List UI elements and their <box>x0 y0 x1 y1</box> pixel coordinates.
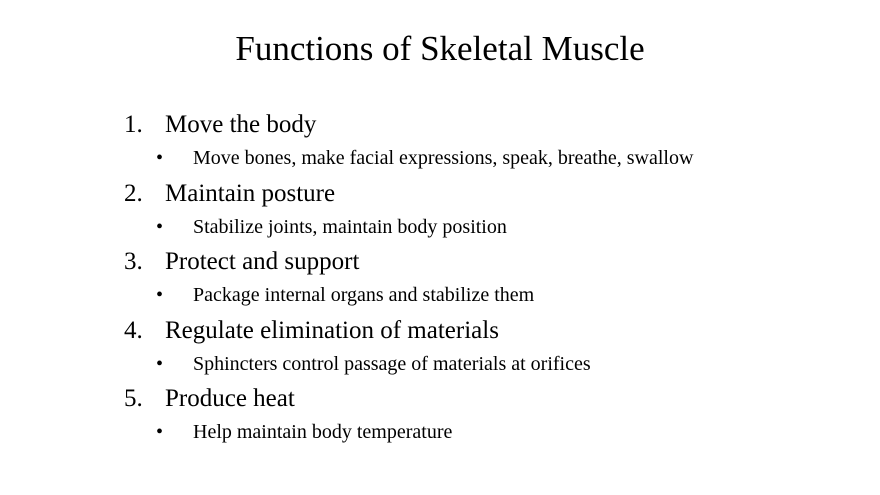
sub-bullet <box>156 420 452 444</box>
function-list <box>124 109 824 452</box>
item-heading <box>124 246 359 278</box>
item-heading <box>124 178 335 210</box>
item-text: Produce heat <box>165 385 295 412</box>
item-text: Move the body <box>165 111 317 138</box>
sub-bullet-text: Stabilize joints, maintain body position <box>193 215 507 238</box>
list-item <box>124 315 824 384</box>
bullet-icon: • <box>156 421 164 443</box>
sub-bullet-text: Help maintain body temperature <box>193 421 453 443</box>
item-text: Protect and support <box>165 248 360 275</box>
sub-bullet-text: Move bones, make facial expressions, speak, breathe, swallow <box>193 147 694 169</box>
list-item <box>124 109 824 178</box>
slide-title: Functions of Skeletal Muscle <box>235 29 645 68</box>
list-item <box>124 246 824 315</box>
item-text: Maintain posture <box>165 179 336 207</box>
item-heading <box>124 109 316 141</box>
sub-bullet <box>156 283 534 307</box>
item-number: 1. <box>124 111 143 138</box>
list-item <box>124 178 824 247</box>
item-heading <box>124 383 295 415</box>
bullet-icon: • <box>156 352 164 375</box>
item-number: 3. <box>124 248 143 275</box>
bullet-icon: • <box>156 215 164 238</box>
list-item <box>124 383 824 452</box>
item-text: Regulate elimination of materials <box>165 316 499 344</box>
item-heading <box>124 315 499 347</box>
sub-bullet-text: Sphincters control passage of materials at orifices <box>193 352 591 375</box>
item-number: 4. <box>124 316 143 344</box>
item-number: 2. <box>124 179 143 207</box>
bullet-icon: • <box>156 147 164 169</box>
item-number: 5. <box>124 385 143 412</box>
sub-bullet-text: Package internal organs and stabilize them <box>193 284 535 306</box>
sub-bullet <box>156 215 507 239</box>
sub-bullet <box>156 352 591 376</box>
bullet-icon: • <box>156 284 164 306</box>
sub-bullet <box>156 146 693 170</box>
